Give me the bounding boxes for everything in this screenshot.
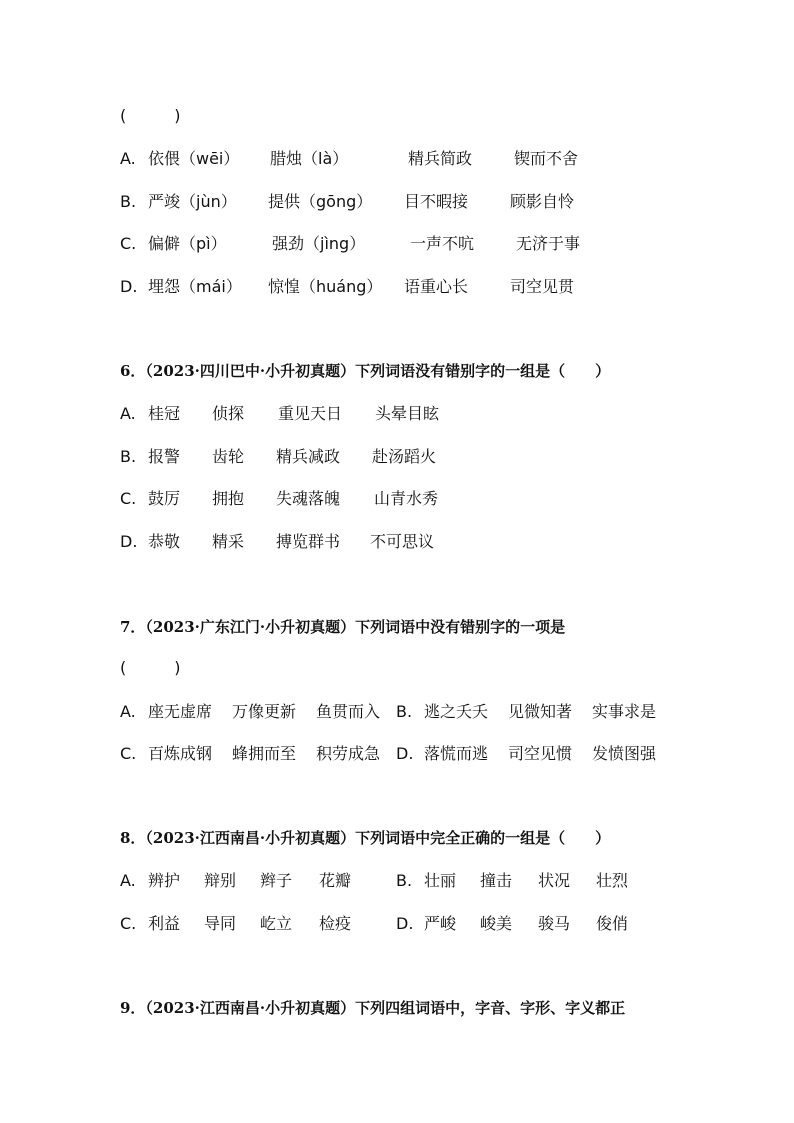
option-item: 顾影自怜 (510, 192, 575, 211)
option-item: 花瓣 (319, 871, 352, 890)
option-item: 精兵简政 (408, 149, 473, 168)
option-item: 埋怨（mái） (148, 277, 242, 296)
option-item: 鱼贯而入 (316, 702, 381, 721)
option-item: 壮丽 (424, 871, 457, 890)
option-item: 百炼成钢 (148, 744, 213, 763)
option-item: 桂冠 (148, 404, 181, 423)
option-item: 辫子 (260, 871, 293, 890)
option-label: B. (396, 702, 413, 721)
option-label: C. (120, 234, 137, 253)
option-item: 搏览群书 (276, 532, 341, 551)
option-item: 屹立 (260, 914, 293, 933)
option-item: 状况 (538, 871, 571, 890)
option-item: 严竣（jùn） (148, 192, 237, 211)
q7-answer-blank: ( ) (120, 658, 181, 677)
option-label: A. (120, 404, 136, 423)
option-item: 导同 (204, 914, 237, 933)
option-label: C. (120, 489, 137, 508)
option-item: 逃之夭夭 (424, 702, 489, 721)
option-item: 强劲（jìng） (272, 234, 366, 253)
option-item: 见微知著 (508, 702, 573, 721)
option-item: 偏僻（pì） (148, 234, 227, 253)
option-item: 腊烛（là） (270, 149, 349, 168)
option-item: 无济于事 (516, 234, 581, 253)
option-item: 精兵减政 (276, 447, 341, 466)
option-item: 头晕目眩 (375, 404, 440, 423)
option-item: 辩别 (204, 871, 237, 890)
option-label: A. (120, 871, 136, 890)
option-item: 鼓厉 (148, 489, 181, 508)
option-item: 检疫 (319, 914, 352, 933)
option-item: 重见天日 (278, 404, 343, 423)
option-item: 峻美 (480, 914, 513, 933)
option-item: 司空见贯 (510, 277, 575, 296)
option-item: 恭敬 (148, 532, 181, 551)
option-item: 赴汤蹈火 (372, 447, 437, 466)
option-item: 齿轮 (212, 447, 245, 466)
option-label: C. (120, 914, 137, 933)
option-item: 惊惶（huáng） (268, 277, 383, 296)
question-6-title: 6．（2023·四川巴中·小升初真题）下列词语没有错别字的一组是（ ） (120, 362, 611, 380)
option-item: 锲而不舍 (514, 149, 579, 168)
option-item: 一声不吭 (410, 234, 475, 253)
option-item: 目不暇接 (404, 192, 469, 211)
option-item: 撞击 (480, 871, 513, 890)
option-item: 山青水秀 (374, 489, 439, 508)
option-item: 壮烈 (596, 871, 629, 890)
option-item: 积劳成急 (316, 744, 381, 763)
option-item: 蜂拥而至 (232, 744, 297, 763)
question-8-title: 8．（2023·江西南昌·小升初真题）下列词语中完全正确的一组是（ ） (120, 829, 611, 847)
option-item: 提供（gōng） (268, 192, 373, 211)
option-label: D. (396, 914, 414, 933)
question-7-title: 7．（2023·广东江门·小升初真题）下列词语中没有错别字的一项是 (120, 618, 566, 636)
question-9-title: 9．（2023·江西南昌·小升初真题）下列四组词语中，字音、字形、字义都正 (120, 999, 626, 1017)
option-item: 落慌而逃 (424, 744, 489, 763)
option-item: 依偎（wēi） (148, 149, 240, 168)
option-item: 精采 (212, 532, 245, 551)
option-label: B. (396, 871, 413, 890)
option-label: C. (120, 744, 137, 763)
option-item: 实事求是 (592, 702, 657, 721)
option-item: 拥抱 (212, 489, 245, 508)
option-label: A. (120, 702, 136, 721)
option-label: D. (396, 744, 414, 763)
option-item: 失魂落魄 (276, 489, 341, 508)
option-label: B. (120, 192, 137, 211)
option-item: 辨护 (148, 871, 181, 890)
option-item: 语重心长 (404, 277, 469, 296)
option-item: 俊俏 (596, 914, 629, 933)
option-item: 发愤图强 (592, 744, 657, 763)
option-item: 侦探 (212, 404, 245, 423)
q5-answer-blank: ( ) (120, 106, 181, 125)
option-item: 万像更新 (232, 702, 297, 721)
option-label: D. (120, 532, 138, 551)
option-item: 座无虚席 (148, 702, 213, 721)
option-item: 司空见惯 (508, 744, 573, 763)
option-item: 不可思议 (370, 532, 435, 551)
option-item: 报警 (148, 447, 181, 466)
option-item: 严峻 (424, 914, 457, 933)
option-item: 利益 (148, 914, 181, 933)
option-label: B. (120, 447, 137, 466)
option-label: A. (120, 149, 136, 168)
option-item: 骏马 (538, 914, 571, 933)
option-label: D. (120, 277, 138, 296)
